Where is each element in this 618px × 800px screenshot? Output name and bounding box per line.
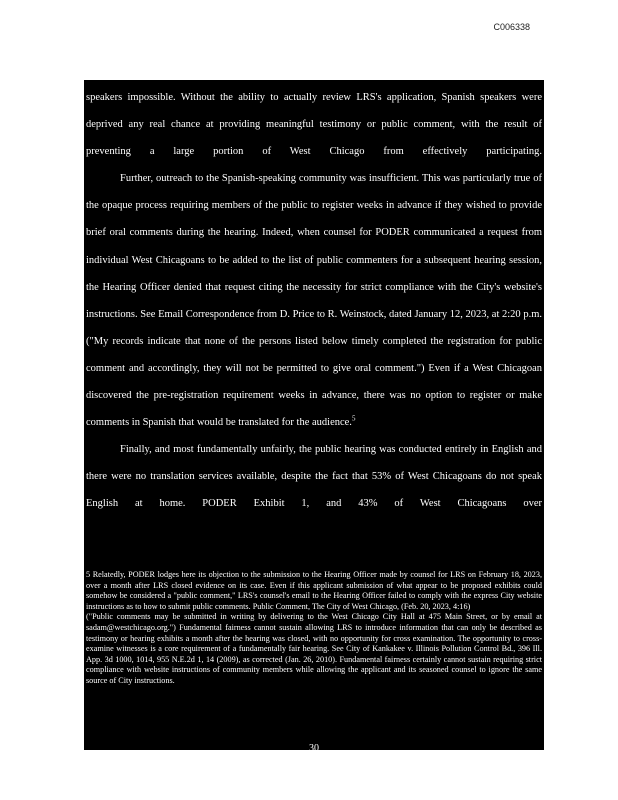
paragraph-continued: speakers impossible. Without the ability to actually review LRS's application, Spanish speakers were deprived any real chance at providing meaningful testimony or public comment, with the result of preventing a large portion of West Chicago from effectively participating.	[86, 92, 542, 158]
paragraph-outreach-text: Further, outreach to the Spanish-speaking community was insufficient. This was particularly true of the opaque process requiring members of the public to register weeks in advance if they wished to provide brief oral comments during the hearing. Indeed, when counsel for PODER communicated a request from individual West Chicagoans to be added to the list of public commenters for a subsequent hearing session, the Hearing Officer denied that request citing the necessity for strict compliance with the City's website's instructions. See Email Correspondence from D. Price to R. Weinstock, dated January 12, 2023, at 2:20 p.m. ("My records indicate that none of the persons listed below timely completed the registration for public comment and accordingly, they will not be permitted to give oral comment.") Even if a West Chicagoan discovered the pre-registration requirement weeks in advance, there was no option to register or make comments in Spanish that would be translated for the audience.	[86, 173, 542, 429]
footnote-5-part-1: 5 Relatedly, PODER lodges here its objection to the submission to the Hearing Officer made by counsel for LRS on February 18, 2023, over a month after LRS closed evidence on its case. Even if this applicant submission of what appear to be proposed exhibits could somehow be considered a "public comment," LRS's counsel's email to the Hearing Officer failed to comply with the express City website instructions as to how to submit public comments. Public Comment, The City of West Chicago, (Feb. 20, 2023, 4:16)	[86, 570, 542, 611]
page-number: 30	[309, 743, 319, 750]
footnotes	[86, 570, 542, 687]
footnote-reference: 5	[351, 414, 356, 423]
paragraph-outreach	[86, 165, 542, 436]
footnote-5-part-2: ("Public comments may be submitted in writing by delivering to the West Chicago City Hall at 475 Main Street, or by email at sadam@westchicago.org.") Fundamental fairness cannot sustain allowing LRS to introduce information that can only be described as testimony or hearing exhibits a month after the hearing was closed, with no opportunity for cross examination. The opportunity to cross-examine witnesses is a core requirement of a fundamentally fair hearing. See City of Kankakee v. Illinois Pollution Control Bd., 396 Ill. App. 3d 1000, 1014, 955 N.E.2d 1, 14 (2009), as corrected (Jan. 26, 2010). Fundamental fairness certainly cannot sustain requiring strict compliance with website instructions of community members while allowing the applicant and its seasoned counsel to ignore the same source of City instructions.	[86, 612, 542, 685]
body-text	[86, 84, 542, 518]
paragraph-translation: Finally, and most fundamentally unfairly, the public hearing was conducted entirely in English and there were no translation services available, despite the fact that 53% of West Chicagoans do not speak English at home. PODER Exhibit 1, and 43% of West Chicagoans over	[86, 444, 542, 510]
document-page	[84, 80, 544, 750]
bates-number: C006338	[493, 22, 530, 32]
